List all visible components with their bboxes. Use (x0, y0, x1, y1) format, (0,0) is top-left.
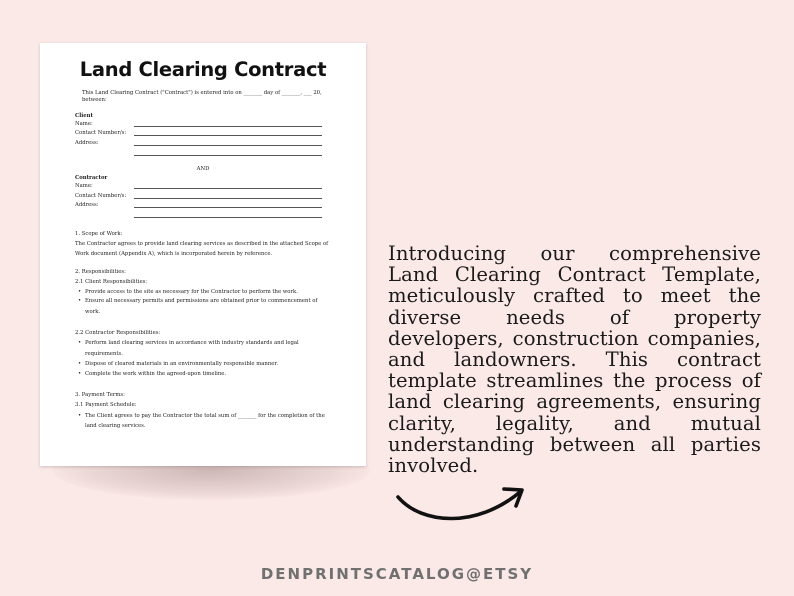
contractor-responsibility-item: Perform land clearing services in accordance with industry standards and legal (85, 340, 299, 346)
contractor-responsibility-item: requirements. (85, 351, 123, 357)
contractor-contact-line (134, 198, 322, 199)
client-responsibility-item: Provide access to the site as necessary for the Contractor to perform the work. (85, 289, 298, 295)
payment-heading: 3. Payment Terms: (75, 392, 125, 398)
responsibilities-heading: 2. Responsibilities: (75, 269, 126, 275)
payment-item: land clearing services. (85, 423, 146, 429)
curved-arrow-icon (392, 480, 528, 530)
client-heading: Client (75, 113, 93, 119)
bullet: • (78, 340, 82, 346)
contractor-address-line (134, 217, 322, 218)
bullet: • (78, 413, 82, 419)
contractor-responsibility-item: Dispose of cleared materials in an environmentally responsible manner. (85, 361, 279, 367)
scope-heading: 1. Scope of Work: (75, 231, 123, 237)
contractor-responsibilities-heading: 2.2 Contractor Responsibilities: (75, 330, 161, 336)
client-responsibility-item: Ensure all necessary permits and permissions are obtained prior to commencement of (85, 298, 318, 304)
intro-line: This Land Clearing Contract ("Contract") is entered into on _______ day of _______, ___ 20, (82, 90, 322, 96)
client-contact-line (134, 135, 322, 136)
client-responsibility-item: work. (85, 309, 101, 315)
product-description: Introducing our comprehensive Land Clearing Contract Template, meticulously crafted to meet the diverse needs of property developers, construction companies, and landowners. This contract template streamlines the process of land clearing agreements, ensuring clarity, legality, and mutual understanding between all parties involved. (388, 242, 761, 478)
shop-footer: DENPRINTSCATALOG@ETSY (260, 565, 534, 583)
client-name-line (134, 126, 322, 127)
bullet: • (78, 361, 82, 367)
contractor-name-line (134, 188, 322, 189)
bullet: • (78, 371, 82, 377)
client-address-label: Address: (75, 140, 99, 146)
contractor-address-line (134, 207, 322, 208)
contractor-responsibility-item: Complete the work within the agreed-upon timeline. (85, 371, 227, 377)
contractor-contact-label: Contact Number/s: (75, 193, 127, 199)
client-name-label: Name: (75, 121, 93, 127)
contractor-heading: Contractor (75, 175, 108, 181)
client-contact-label: Contact Number/s: (75, 130, 127, 136)
client-address-line (134, 155, 322, 156)
document-title: Land Clearing Contract (79, 58, 327, 81)
client-responsibilities-heading: 2.1 Client Responsibilities: (75, 279, 148, 285)
and-separator: AND (196, 166, 210, 172)
bullet: • (78, 289, 82, 295)
scope-text: Work document (Appendix A), which is incorporated herein by reference. (75, 251, 273, 257)
bullet: • (78, 298, 82, 304)
payment-schedule-heading: 3.1 Payment Schedule: (75, 402, 137, 408)
scope-text: The Contractor agrees to provide land clearing services as described in the attached Scope of (75, 241, 329, 247)
contractor-name-label: Name: (75, 183, 93, 189)
intro-line: between: (82, 97, 107, 103)
client-address-line (134, 145, 322, 146)
document-page (40, 43, 366, 466)
payment-item: The Client agrees to pay the Contractor the total sum of _______ for the completion of the (85, 413, 325, 419)
contractor-address-label: Address: (75, 202, 99, 208)
